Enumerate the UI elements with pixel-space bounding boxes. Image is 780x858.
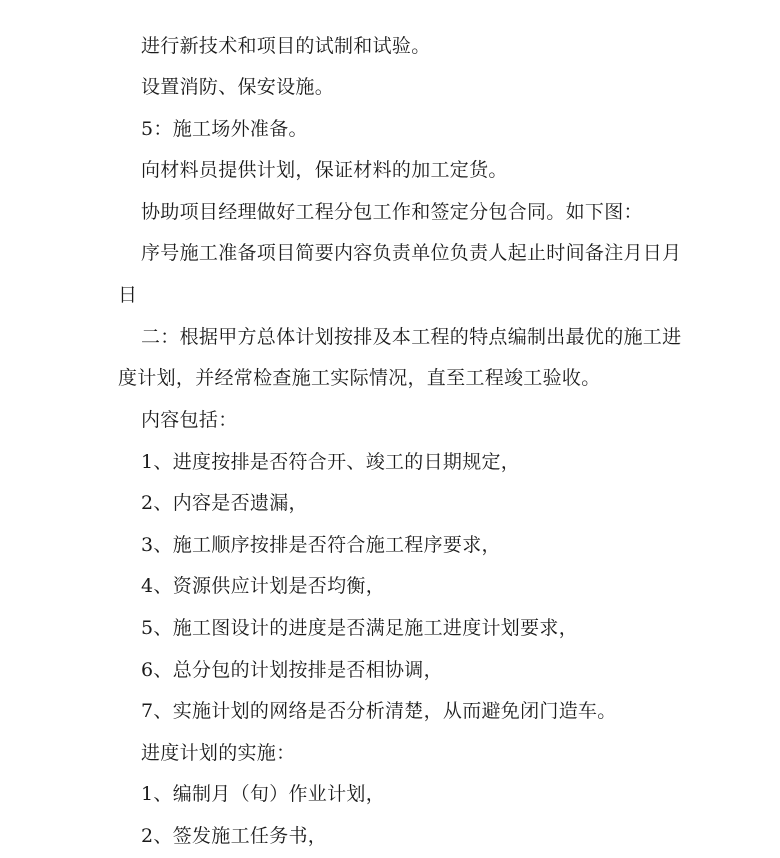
paragraph-line-wrap: 度计划，并经常检查施工实际情况，直至工程竣工验收。	[118, 367, 601, 389]
paragraph-line: 内容包括：	[141, 409, 238, 431]
list-item: 1、编制月（旬）作业计划，	[141, 783, 385, 805]
paragraph-line: 协助项目经理做好工程分包工作和签定分包合同。如下图：	[141, 201, 643, 223]
list-item: 5、施工图设计的进度是否满足施工进度计划要求，	[141, 617, 578, 639]
list-item: 3、施工顺序按排是否符合施工程序要求，	[141, 534, 501, 556]
section-heading: 二：根据甲方总体计划按排及本工程的特点编制出最优的施工进	[141, 326, 682, 348]
table-header-line: 序号施工准备项目简要内容负责单位负责人起止时间备注月日月	[141, 242, 682, 264]
list-item: 6、总分包的计划按排是否相协调，	[141, 659, 443, 681]
paragraph-line: 进度计划的实施：	[141, 742, 296, 764]
list-item: 2、内容是否遗漏，	[141, 492, 308, 514]
list-item: 7、实施计划的网络是否分析清楚，从而避免闭门造车。	[141, 700, 617, 722]
section-heading: 5：施工场外准备。	[141, 118, 308, 140]
paragraph-line: 进行新技术和项目的试制和试验。	[141, 35, 431, 57]
list-item: 2、签发施工任务书，	[141, 825, 328, 847]
list-item: 4、资源供应计划是否均衡，	[141, 575, 385, 597]
paragraph-line: 设置消防、保安设施。	[141, 76, 335, 98]
paragraph-line: 向材料员提供计划，保证材料的加工定货。	[141, 159, 508, 181]
table-header-line-wrap: 日	[118, 284, 138, 306]
list-item: 1、进度按排是否符合开、竣工的日期规定，	[141, 451, 521, 473]
